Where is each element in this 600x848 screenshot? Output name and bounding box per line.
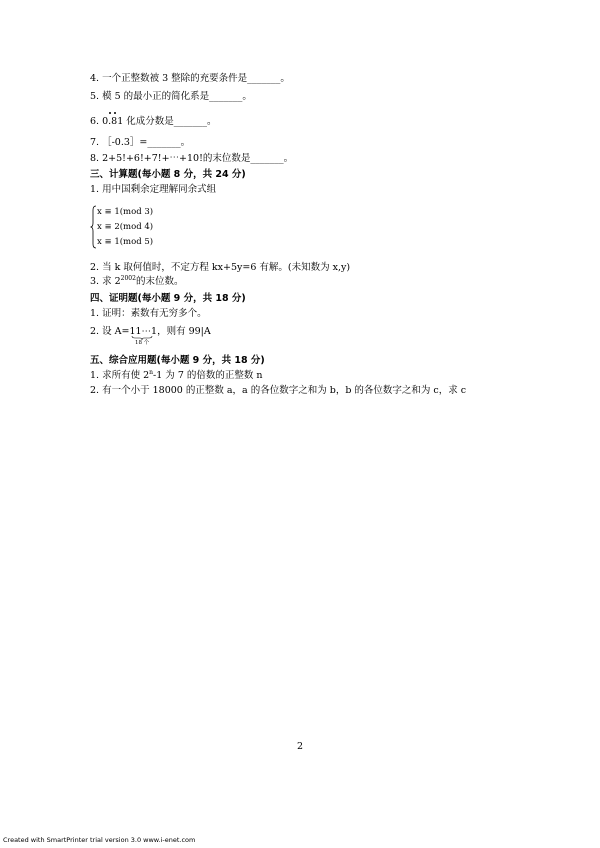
section-4-question-1: 1. 证明：素数有无穷多个。 xyxy=(90,308,207,319)
section-3-heading: 三、计算题(每小题 8 分，共 24 分) xyxy=(90,169,246,180)
repunit-number: 11⋯1 xyxy=(129,326,158,337)
question-4: 4. 一个正整数被 3 整除的充要条件是_______。 xyxy=(90,73,290,84)
section-3-question-1: 1. 用中国剩余定理解同余式组 xyxy=(90,184,217,195)
question-6: 6. 0.81 化成分数是_______。 xyxy=(90,116,217,127)
congruence-2: x ≡ 2(mod 4) xyxy=(97,222,154,232)
exponent: n xyxy=(149,369,154,376)
page-number: 2 xyxy=(297,741,304,752)
underbrace-label: 18 个 xyxy=(135,340,150,346)
question-5: 5. 模 5 的最小正的简化系是_______。 xyxy=(90,91,252,102)
footer-watermark: Created with SmartPrinter trial version 3.0 www.i-enet.com xyxy=(3,836,196,844)
section-5-heading: 五、综合应用题(每小题 9 分，共 18 分) xyxy=(90,355,265,366)
question-7: 7. ［-0.3］=_______。 xyxy=(90,137,191,148)
section-4-question-2: 2. 设 A=11⋯1，则有 99|A xyxy=(90,326,211,337)
congruence-1: x ≡ 1(mod 3) xyxy=(97,207,154,217)
section-5-question-1: 1. 求所有使 2$^n$-1 为 7 的倍数的正整数 n xyxy=(90,369,263,381)
section-4-heading: 四、证明题(每小题 9 分，共 18 分) xyxy=(90,293,246,304)
question-8: 8. 2+5!+6!+7!+⋯+10!的末位数是_______。 xyxy=(90,153,294,164)
section-3-question-3: 3. 求 $2^{2002}$的末位数。 xyxy=(90,275,184,287)
repeating-dot xyxy=(114,112,116,114)
section-5-question-2: 2. 有一个小于 18000 的正整数 a，a 的各位数字之和为 b，b 的各位数字之和为 c，求 c xyxy=(90,385,467,396)
section-3-question-2: 2. 当 k 取何值时，不定方程 kx+5y=6 有解。(未知数为 x,y) xyxy=(90,262,351,273)
repeating-dot xyxy=(109,112,111,114)
exponent: 2002 xyxy=(120,275,136,282)
congruence-3: x ≡ 1(mod 5) xyxy=(97,237,154,247)
